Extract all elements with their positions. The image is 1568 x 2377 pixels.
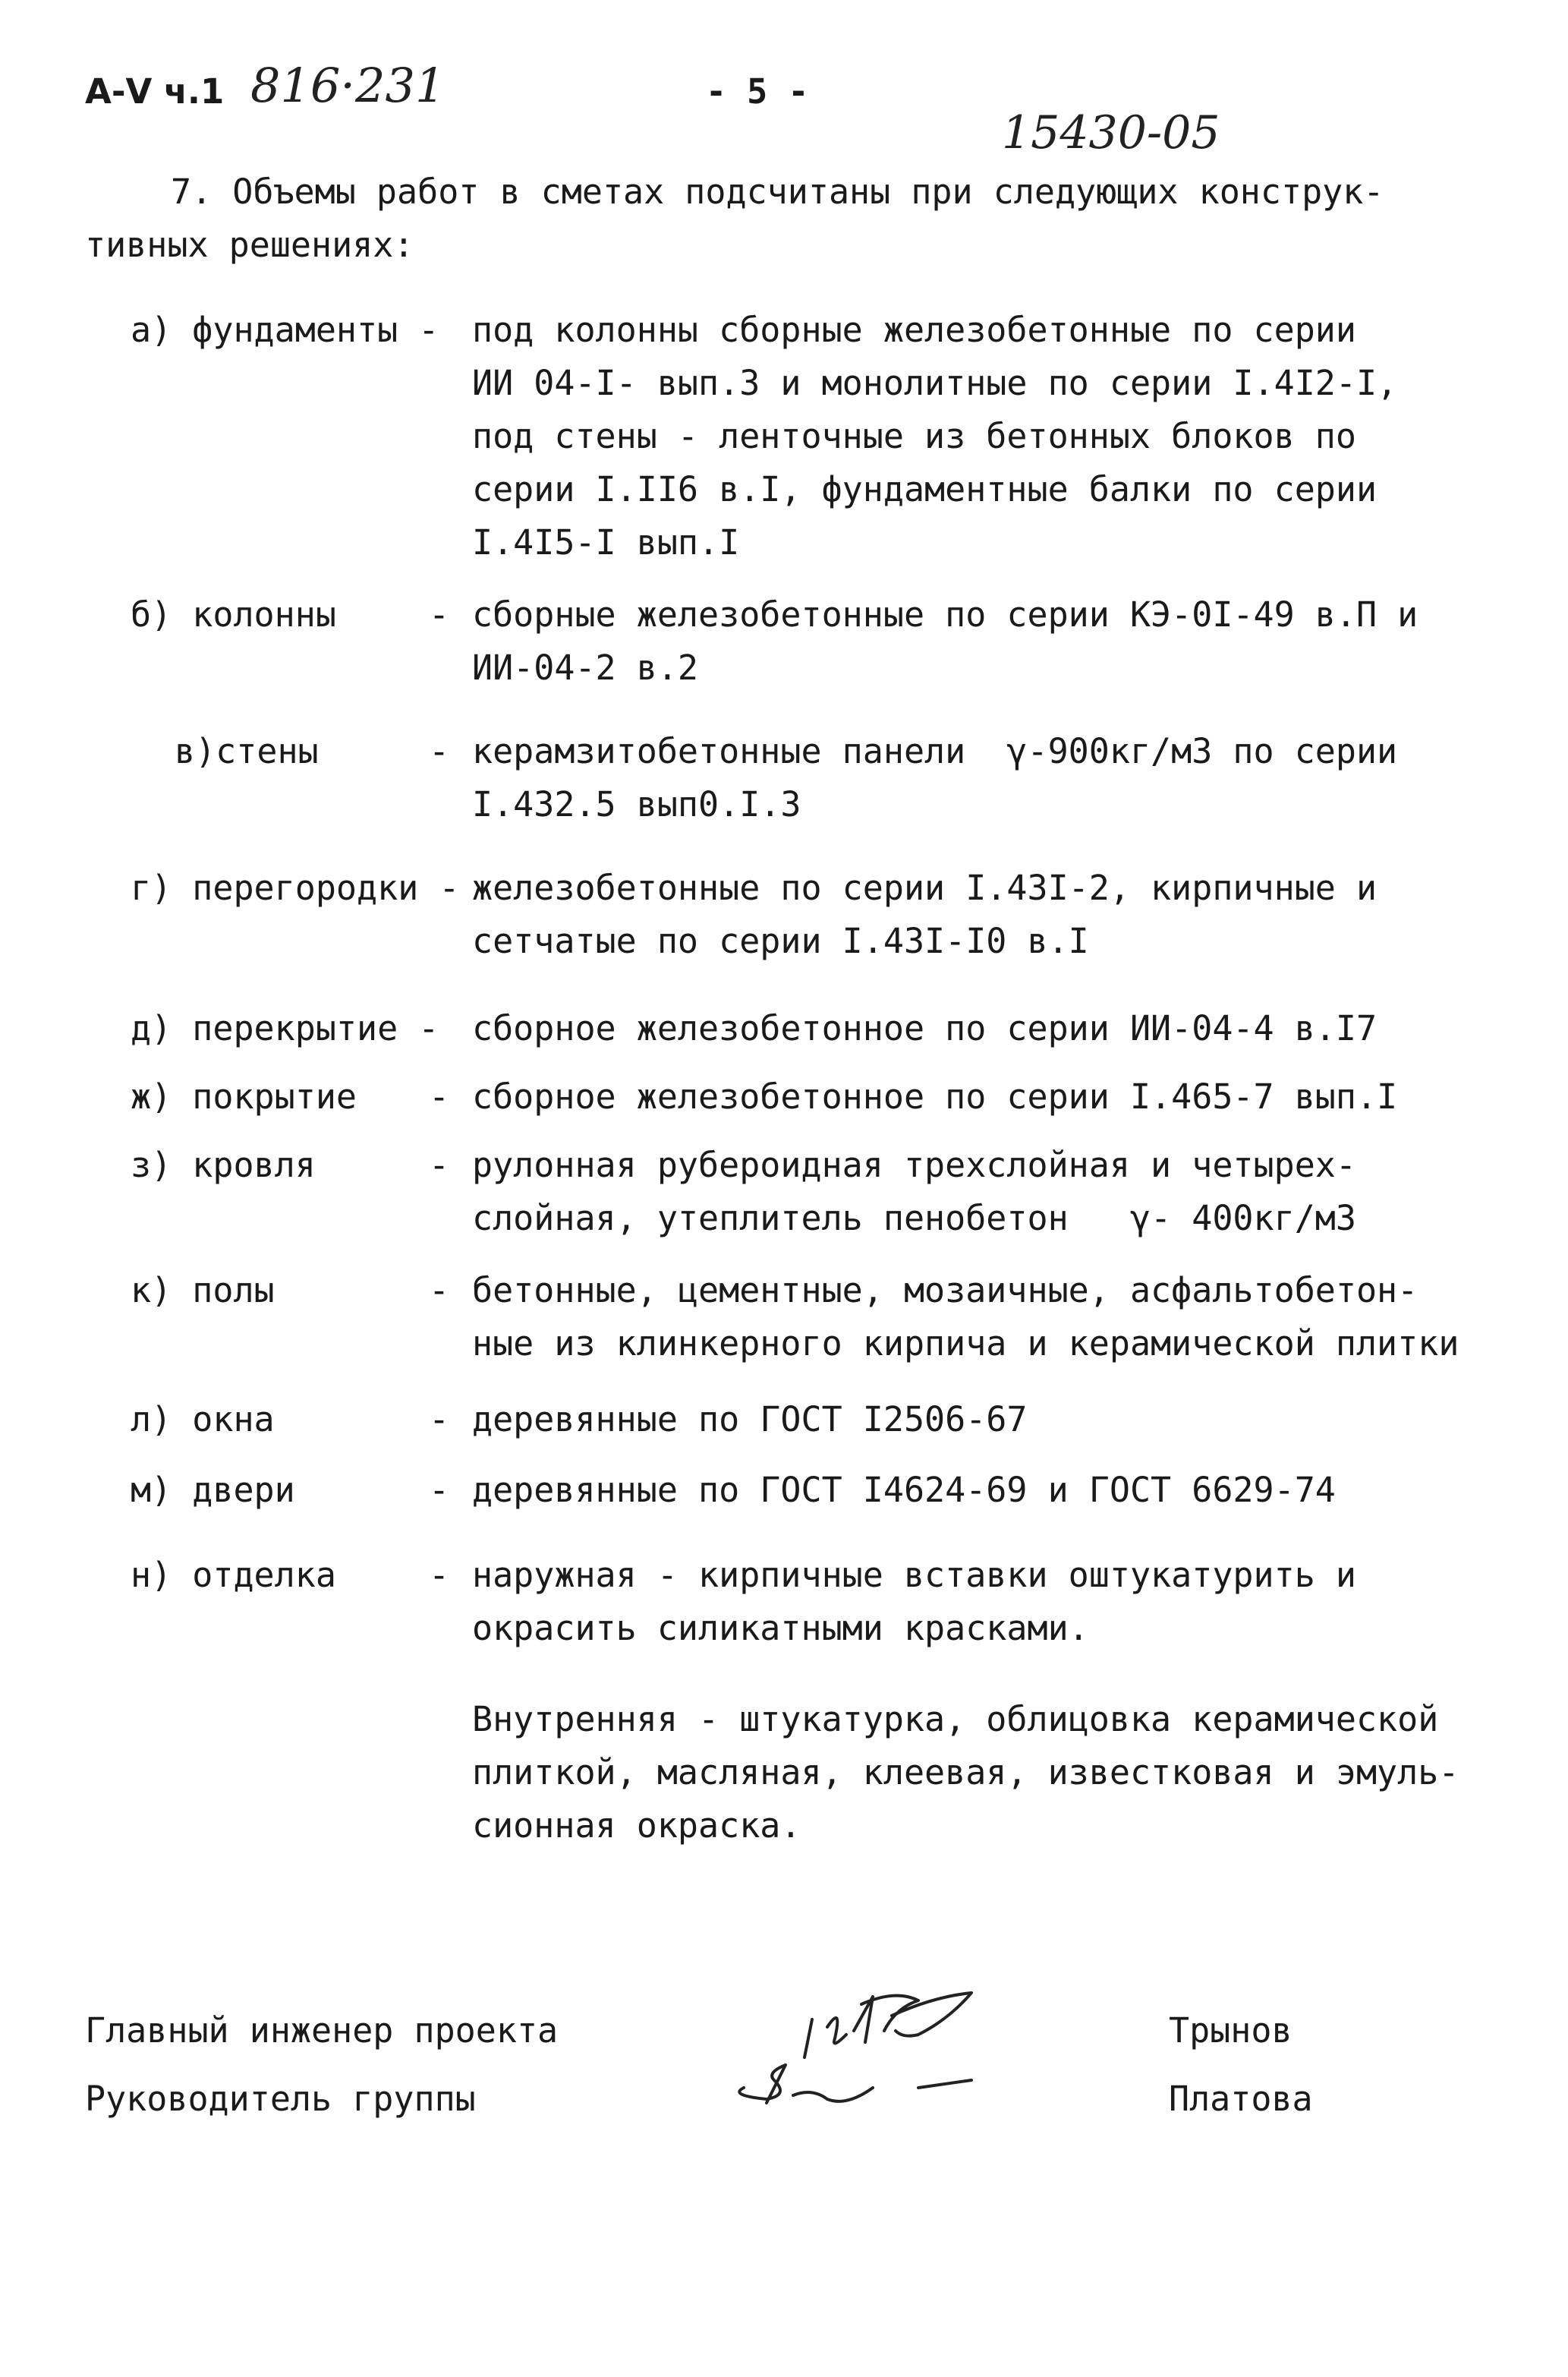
- signer-name-1: Трынов: [1169, 2010, 1292, 2051]
- role-group-leader: Руководитель группы: [85, 2079, 476, 2119]
- item-dash: -: [429, 1077, 450, 1117]
- item-line: деревянные по ГОСТ I2506-67: [472, 1399, 1028, 1439]
- handwritten-signature: [721, 1974, 1040, 2126]
- item-key: к) полы: [131, 1270, 275, 1310]
- handwritten-number: 816·231: [250, 58, 446, 113]
- item-line: деревянные по ГОСТ I4624-69 и ГОСТ 6629-74: [472, 1470, 1336, 1510]
- item-line: бетонные, цементные, мозаичные, асфальтобетон-: [472, 1270, 1418, 1310]
- item-line: керамзитобетонные панели γ-900кг/м3 по серии: [472, 731, 1398, 771]
- item-line: сетчатые по серии I.43I-I0 в.I: [472, 921, 1089, 961]
- item-line: серии I.II6 в.I, фундаментные балки по серии: [472, 469, 1378, 509]
- item-key: з) кровля: [131, 1145, 316, 1185]
- item-dash: -: [429, 1270, 450, 1310]
- item-line: I.4I5-I вып.I: [472, 522, 740, 563]
- item-line: сборные железобетонные по серии КЭ-0I-49 в.П и: [472, 594, 1418, 635]
- item-line: железобетонные по серии I.43I-2, кирпичные и: [472, 868, 1378, 908]
- item-key: л) окна: [131, 1399, 275, 1439]
- item-key: в)стены: [175, 731, 319, 771]
- inner-finish-line: плиткой, масляная, клеевая, известковая и эмуль-: [472, 1752, 1459, 1792]
- item-dash: -: [429, 1399, 450, 1439]
- item-dash: -: [429, 1555, 450, 1595]
- item-line: под стены - ленточные из бетонных блоков по: [472, 416, 1356, 456]
- signer-name-2: Платова: [1169, 2079, 1313, 2119]
- item-dash: -: [429, 1470, 450, 1510]
- inner-finish-line: сионная окраска.: [472, 1805, 801, 1846]
- item-dash: -: [429, 1145, 450, 1185]
- item-line: под колонны сборные железобетонные по серии: [472, 310, 1356, 350]
- intro-line-2: тивных решениях:: [85, 225, 414, 265]
- item-key: н) отделка: [131, 1555, 336, 1595]
- doc-code: А-Ⅴ ч.1: [85, 71, 225, 112]
- item-line: сборное железобетонное по серии ИИ-04-4 в.I7: [472, 1008, 1378, 1048]
- item-line: сборное железобетонное по серии I.465-7 вып.I: [472, 1077, 1398, 1117]
- item-key: г) перегородки -: [131, 868, 460, 908]
- item-line: окрасить силикатными красками.: [472, 1608, 1089, 1648]
- page-number: - 5 -: [706, 71, 809, 112]
- item-key: ж) покрытие: [131, 1077, 357, 1117]
- item-line: ные из клинкерного кирпича и керамической плитки: [472, 1323, 1459, 1363]
- item-line: ИИ-04-2 в.2: [472, 648, 699, 688]
- item-line: рулонная рубероидная трехслойная и четырех-: [472, 1145, 1356, 1185]
- item-dash: -: [429, 594, 450, 635]
- item-line: ИИ 04-I- вып.3 и монолитные по серии I.4I2-I,: [472, 363, 1398, 403]
- item-key: м) двери: [131, 1470, 295, 1510]
- role-chief-engineer: Главный инженер проекта: [85, 2010, 559, 2051]
- item-line: слойная, утеплитель пенобетон γ- 400кг/м3: [472, 1198, 1356, 1238]
- item-dash: -: [429, 731, 450, 771]
- item-key: б) колонны: [131, 594, 336, 635]
- item-key: а) фундаменты -: [131, 310, 439, 350]
- item-key: д) перекрытие -: [131, 1008, 439, 1048]
- handwritten-code: 15430-05: [1002, 106, 1220, 159]
- item-line: I.432.5 вып0.I.3: [472, 784, 801, 824]
- inner-finish-line: Внутренняя - штукатурка, облицовка керамической: [472, 1699, 1439, 1739]
- intro-line-1: 7. Объемы работ в сметах подсчитаны при следующих конструк-: [171, 172, 1384, 212]
- item-line: наружная - кирпичные вставки оштукатурить и: [472, 1555, 1356, 1595]
